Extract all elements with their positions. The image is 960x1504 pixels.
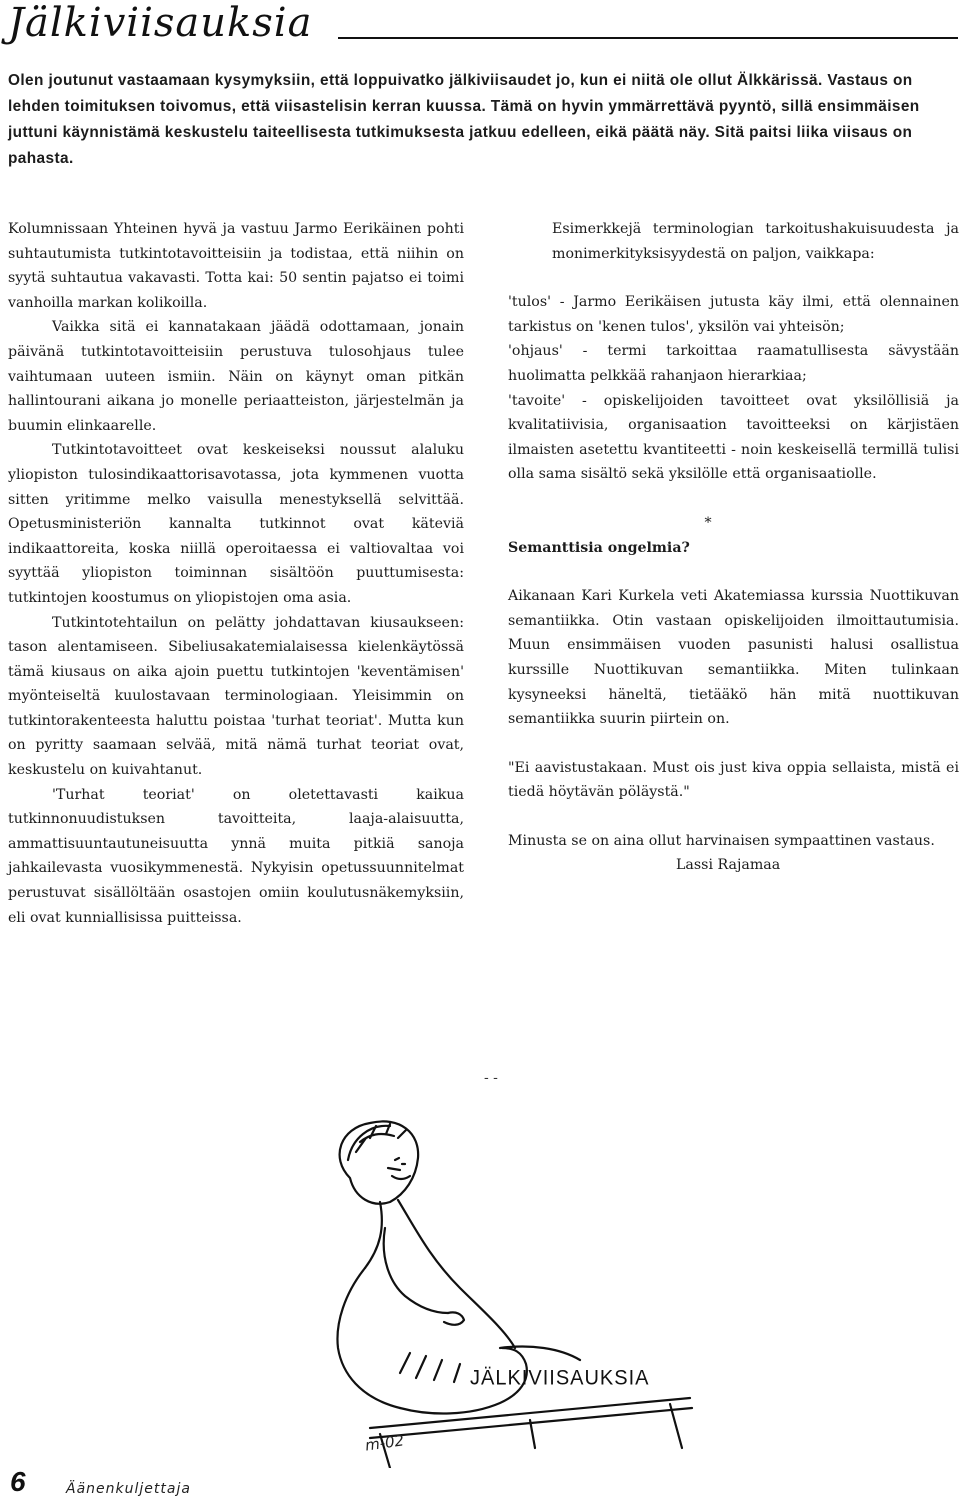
quote-paragraph: "Ei aavistustakaan. Must ois just kiva oppia sellaista, mistä ei tiedä höytävän pöläystä." (508, 759, 959, 801)
right-column (508, 217, 959, 878)
cartoon-caption: JÄLKIVIISAUKSIA (470, 1366, 650, 1390)
spacer (508, 266, 959, 290)
page-title: Jälkiviisauksia (8, 0, 313, 46)
cartoon-artist-signature: m-02 (363, 1431, 406, 1455)
decorative-dots: - - (484, 1070, 498, 1086)
term-tavoite: 'tavoite' - opiskelijoiden tavoitteet ovat yksilöllisiä ja kvalitatiivisia, organisaation tavoitteeksi on kärjistäen ilmaisten asetettu kvantiteetti - noin keskeisellä termillä tulisi olla sama sisältö sekä yksilölle että organisaatiolle. (508, 392, 959, 483)
section-separator: * (704, 514, 712, 531)
left-column (8, 217, 464, 930)
right-paragraph: Aikanaan Kari Kurkela veti Akatemiassa kurssia Nuottikuvan semantiikka. Otin vastaan opiskelijoiden ilmoittautumisia. Muun ensimmäisen vuoden pasunisti halusi osallistua kurssille Nuottikuvan semantiikka. Miten tulinkaan kysyneeksi häneltä, tietääkö hän mitä nuottikuvan semantiikka suurin piirtein on. (508, 588, 959, 728)
magazine-name: Äänenkuljettaja (66, 1481, 191, 1497)
author-signature: Lassi Rajamaa (676, 857, 781, 874)
left-paragraph: Kolumnissaan Yhteinen hyvä ja vastuu Jarmo Eerikäinen pohti suhtautumista tutkintotavoitteisiin ja todistaa, että niihin on syytä suhtautua vakavasti. Totta kai: 50 sentin pajatso ei toimi vanhoilla markan kolikoilla. (8, 221, 464, 311)
title-rule (338, 37, 958, 39)
left-paragraph: Tutkintotavoitteet ovat keskeiseksi noussut alaluku yliopiston tulosindikaattorisavotassa, jota kymmenen vuotta sitten yritimme melko vaisulla menestyksellä selvittää. Opetusministeriön kannalta tutkinnot ovat käteviä indikaattoreita, koska niillä operoitaessa ei valtiovaltaa voi syyttää yliopiston toiminnan sisältöön puuttumisesta: tutkintojen koostumus on yliopistojen oma asia. (8, 442, 464, 606)
left-paragraph: Vaikka sitä ei kannatakaan jäädä odottamaan, jonain päivänä tutkintotavoitteisiin perustuva tulosohjaus tulee vaihtumaan uuteen ismiin. Näin on käynyt oman pitkän hallintourani aikana jo monelle periaatteiston, järjestelmän ja buumin elinkaarelle. (8, 319, 464, 434)
left-paragraph: Tutkintotehtailun on pelätty johdattavan kiusaukseen: tason alentamiseen. Sibeliusakatemialaisessa kielenkäytössä tämä kiusaus on aika ajoin puettu tutkintojen 'keventämisen' myönteiseltä kuulostavaan terminologiaan. Yleisimmin on tutkintorakenteesta haluttu poistaa 'turhat teoriat'. Mutta kun on pyritty saamaan selvää, mitä nämä turhat teoriat ovat, keskustelu on kuivahtanut. (8, 614, 464, 779)
lead-paragraph: Olen joutunut vastaamaan kysymyksiin, että loppuivatko jälkiviisaudet jo, kun ei niitä ole ollut Älkkärissä. Vastaus on lehden toimituksen toivomus, että viisastelisin kerran kuussa. Tämä on hyvin ymmärrettävä pyyntö, sillä ensimmäisen juttuni käynnistämä keskustelu taiteellisesta tutkimuksesta jatkuu edelleen, eikä päätä näy. Sitä paitsi liika viisaus on pahasta. (8, 72, 920, 167)
spacer (508, 487, 959, 511)
right-paragraph: Minusta se on aina ollut harvinaisen sympaattinen vastaus. (508, 832, 935, 849)
spacer (508, 560, 959, 584)
spacer (508, 805, 959, 829)
term-ohjaus: 'ohjaus' - termi tarkoittaa raamatullisesta sävystään huolimatta pelkkää rahanjaon hierarkiaa; (508, 343, 959, 384)
left-paragraph: 'Turhat teoriat' on oletettavasti kaikua tutkinnonuudistuksen tavoitteita, laaja-alaisuutta, ammattisuuntautuneisuutta ynnä muita pitkiä sanoja jahkailevasta vuosikymmenestä. Nykyisin opetussuunnitelmat perustuvat sisällöltään osastojen omiin koulutusnäkemyksiin, eli ovat kunniallisissa puitteissa. (8, 786, 464, 926)
section-subheading: Semanttisia ongelmia? (508, 539, 690, 556)
term-tulos: 'tulos' - Jarmo Eerikäisen jutusta käy ilmi, että olennainen tarkistus on 'kenen tulos', yksilön vai yhteisön; (508, 294, 959, 335)
cartoon-illustration (230, 1098, 750, 1468)
right-intro: Esimerkkejä terminologian tarkoitushakuisuudesta ja monimerkityksisyydestä on paljon, vaikkapa: (552, 221, 959, 262)
spacer (508, 732, 959, 756)
page-number: 6 (10, 1466, 26, 1497)
